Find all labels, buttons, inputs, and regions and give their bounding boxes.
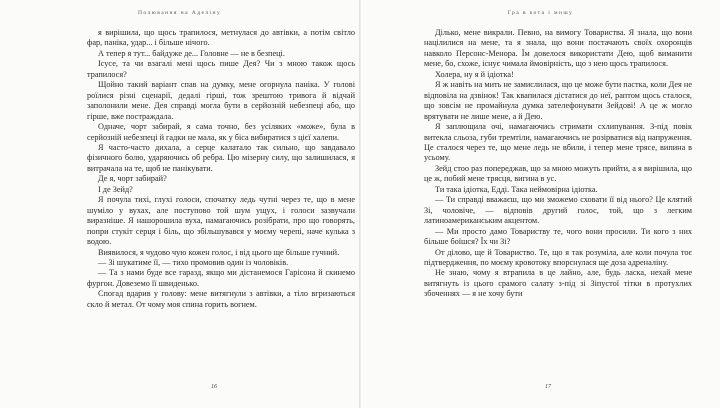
right-page-number: 17 xyxy=(545,384,551,390)
paragraph: А тепер я тут... байдуже де... Головне — не в безпеці. xyxy=(98,48,285,58)
paragraph: Я почула тихі, глухі голоси, спочатку ледь чутні через те, що в мене шуміло у вухах, але поступово той шум ущух, і голоси зазвучали виразніше. Я нашорошила вуха, намагаючись розібрати, про що говорять, попри стукіт серця і біль, що збільшувався у моєму черепі, наче кулька з водою. xyxy=(87,195,355,247)
paragraph: Виявилося, я чудово чую кожен голос, і від цього ще більше гучний. xyxy=(98,247,340,257)
paragraph: — Та з нами буде все гаразд, якщо ми дістанемося Гарісона й скинемо фургон. Довеземо її швиденько. xyxy=(87,268,355,288)
paragraph: От ділово, ще й Товариство. Те, що я так розуміла, але коли почула тоє підтвердження, по моєму кровотоку впорснулася ще доза адреналіну. xyxy=(424,247,692,267)
paragraph: Я заплющила очі, намагаючись стримати схлипування. З-під повік витекла сльоза, губи тремтіли, намагаючись не розірватися від напруження. Це сталося через те, що мене ледь не вбили, і тепер мене трясе, випина в усьому. xyxy=(424,122,692,163)
paragraph: Я ж навіть на мить не замислилася, що це може бути пастка, коли Дея не відповіла на дзвінок! Так квапилася дістатися до неї, раптом щось сталося, що зовсім не промайнула думка зателефонувати Зейдові! А це ж могло врятувати не лише мене, а й Дею. xyxy=(424,80,692,121)
paragraph: Ділько, мене викрали. Певно, на вимогу Товариства. Я знала, що вони націлилися на мене, та я знала, що вони постачають своїх охоронців навколо Персонс-Менора. Їм довелося використати Дею, щоб виманити мене, бо, схоже, існує чимала ймовірність, що з нею щось трапилося. xyxy=(424,28,692,69)
paragraph: Холера, ну я й ідіотка! xyxy=(435,69,514,79)
left-page-text xyxy=(87,28,355,310)
right-page xyxy=(361,0,720,408)
right-page-text xyxy=(424,28,692,300)
paragraph: Одначе, чорт забирай, я сама точно, без усіляких «може», була в серйозній небезпеці й гадки не мала, як у біса вибиратися з цієї халепи. xyxy=(87,122,355,142)
paragraph: я вирішила, що щось трапилося, метнулася до автівки, а потім світло фар, паніка, удар... і більше нічого. xyxy=(87,28,355,48)
paragraph: Я часто-часто дихала, а серце калатало так сильно, що завдавало фізичного болю, ударяючись об ребра. Цю мізерну силу, що залишилася, я витрачала на те, щоб не панікувати. xyxy=(87,142,355,173)
right-running-head: Гра в кота і мишу xyxy=(507,10,574,16)
paragraph: Не знаю, чому я втрапила в це лайно, але, будь ласка, нехай мене витягнуть із цього срамого салату з-під зі Зіпустої тітки в протухлих збоченнях — я не хочу бути xyxy=(424,268,692,299)
paragraph: — Ми просто дамо Товариству те, чого вони просили. Ти кого з них більше боїшся? Їх чи Зі? xyxy=(424,226,692,247)
paragraph: І де Зейд? xyxy=(98,184,133,194)
paragraph: Де я, чорт забирай? xyxy=(98,174,167,184)
paragraph: Ти така ідіотка, Едді. Така неймовірна ідіотка. xyxy=(435,184,598,194)
paragraph: Спогад вдарив у голову: мене витягнули з автівки, а тіло вгризаються скло й метал. От чому моя спина горить вогнем. xyxy=(87,289,355,309)
left-page-number: 16 xyxy=(211,384,217,390)
left-running-head: Полювання на Аделіну xyxy=(137,10,222,16)
paragraph: — Зі шукатиме її, — тихо промовив один із чоловіків. xyxy=(98,257,289,267)
left-page xyxy=(0,0,359,408)
paragraph: Ісусе, та чи взагалі мені щось пише Дея? Чи з мною також щось трапилося? xyxy=(87,59,355,79)
paragraph: — Ти справді вважаєш, що ми зможемо сховати її від нього? Це клятий Зі, чоловіче, — відповів другий голос, той, що з легким латиноамериканським акцентом. xyxy=(424,195,692,226)
paragraph: Щойно такий варіант спав на думку, мене огорнула паніка. У голові роїлися різні сценарії, дедалі гірші, тож зрештою тривога й відчай заполонили мене. Дея справді могла бути в серйозній небезпеці або, що гірше, вже постраждала. xyxy=(87,80,355,121)
paragraph: Зейд стоо раз попереджав, що за мною можуть прийти, а я вирішила, що це ж, побий мене трясця, вигина в ус. xyxy=(424,163,692,184)
